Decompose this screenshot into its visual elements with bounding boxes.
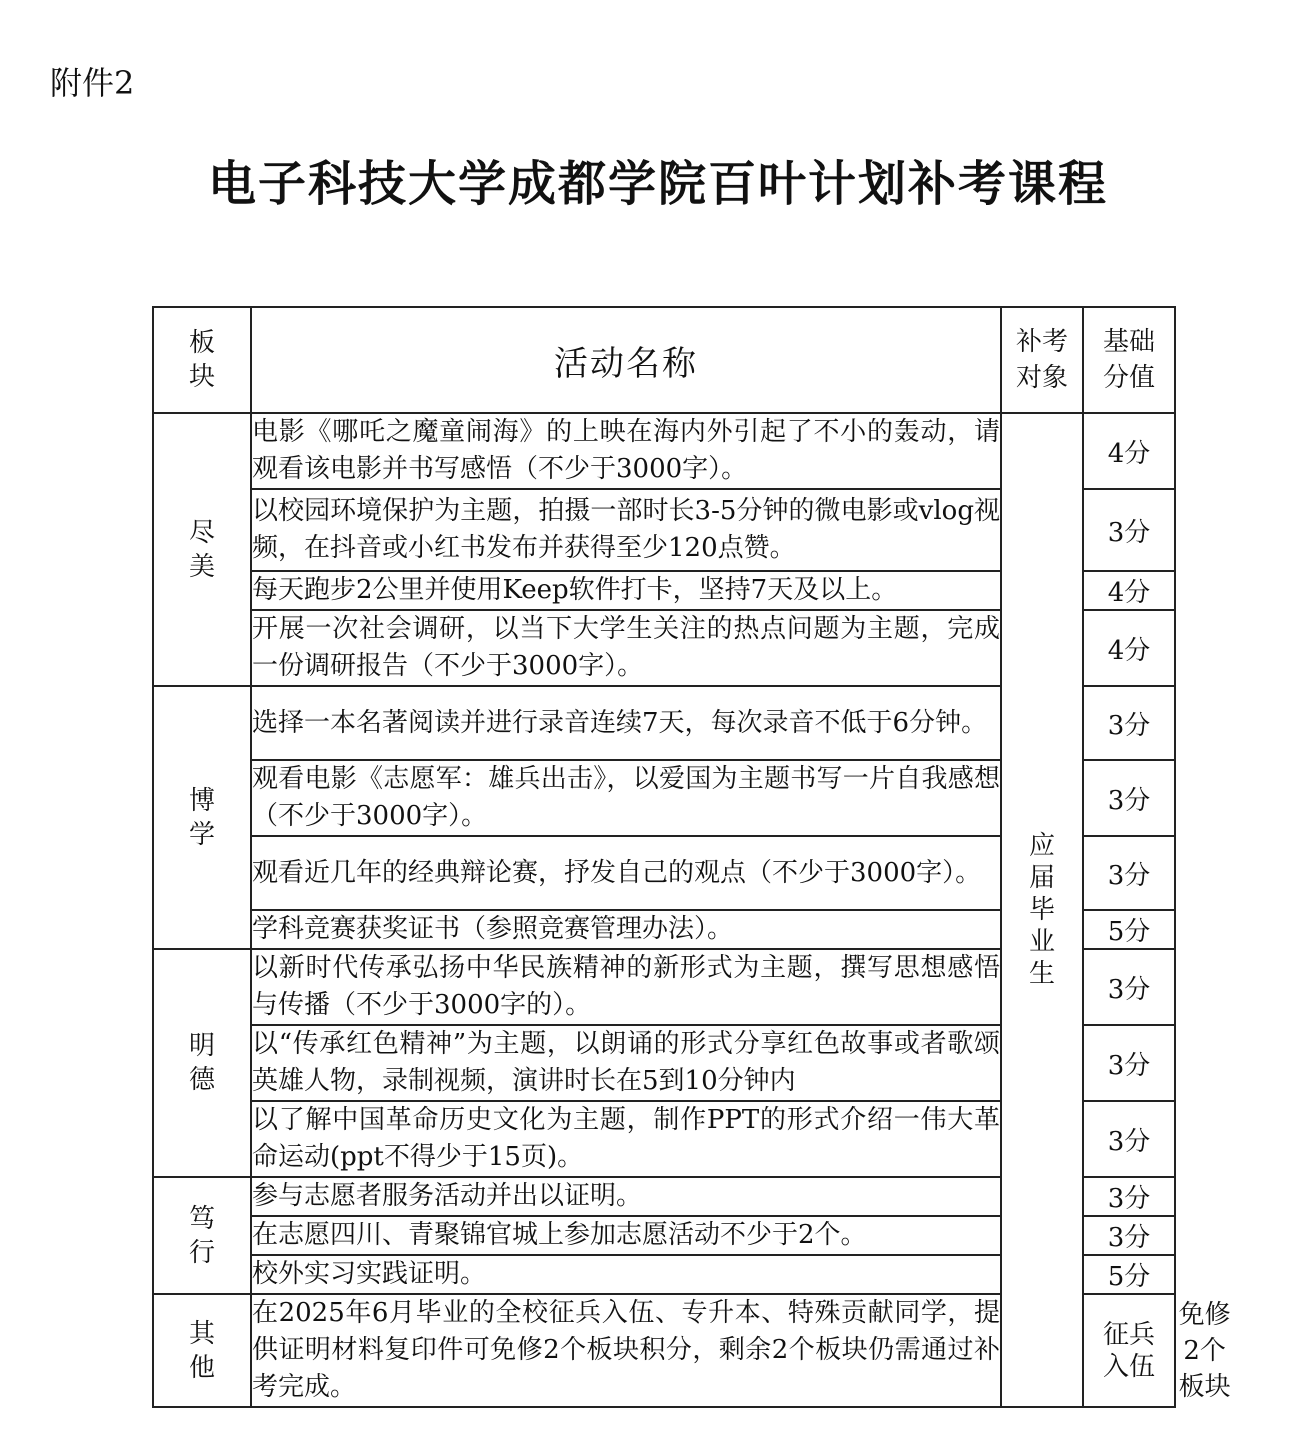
score-cell: 3分 [1083,1216,1175,1255]
header-activity: 活动名称 [251,307,1001,413]
activity-cell: 以了解中国革命历史文化为主题，制作PPT的形式介绍一伟大革命运动(ppt不得少于15页)。 [251,1101,1001,1177]
block-cell-duxing: 笃行 [153,1177,251,1294]
score-cell: 4分 [1083,413,1175,489]
activity-cell: 校外实习实践证明。 [251,1255,1001,1294]
header-target: 补考对象 [1001,307,1083,413]
score-cell: 3分 [1083,1101,1175,1177]
score-cell: 3分 [1083,760,1175,836]
score-cell: 4分 [1083,610,1175,686]
activity-cell: 每天跑步2公里并使用Keep软件打卡，坚持7天及以上。 [251,571,1001,610]
score-cell: 5分 [1083,910,1175,949]
score-cell: 3分 [1083,1025,1175,1101]
score-cell: 3分 [1083,1177,1175,1216]
activity-cell: 在志愿四川、青聚锦官城上参加志愿活动不少于2个。 [251,1216,1001,1255]
activity-cell: 开展一次社会调研，以当下大学生关注的热点问题为主题，完成一份调研报告（不少于3000字）。 [251,610,1001,686]
block-cell-jinmei: 尽美 [153,413,251,686]
activity-cell: 选择一本名著阅读并进行录音连续7天，每次录音不低于6分钟。 [251,686,1001,760]
score-cell: 5分 [1083,1255,1175,1294]
annex-label: 附件2 [50,64,135,102]
block-cell-other: 其他 [153,1294,251,1407]
makeup-course-table [152,306,1231,1408]
target-cell-enlistment: 征兵入伍 [1083,1294,1175,1407]
activity-cell: 观看近几年的经典辩论赛，抒发自己的观点（不少于3000字）。 [251,836,1001,910]
activity-cell: 在2025年6月毕业的全校征兵入伍、专升本、特殊贡献同学，提供证明材料复印件可免修2个板块积分，剩余2个板块仍需通过补考完成。 [251,1294,1001,1407]
activity-cell: 电影《哪吒之魔童闹海》的上映在海内外引起了不小的轰动，请观看该电影并书写感悟（不少于3000字）。 [251,413,1001,489]
activity-cell: 学科竞赛获奖证书（参照竞赛管理办法）。 [251,910,1001,949]
score-cell: 4分 [1083,571,1175,610]
table-row-other: 其他 在2025年6月毕业的全校征兵入伍、专升本、特殊贡献同学，提供证明材料复印件可免修2个板块积分，剩余2个板块仍需通过补考完成。 征兵入伍 免修2个板块 [153,1294,1175,1407]
activity-cell: 以新时代传承弘扬中华民族精神的新形式为主题，撰写思想感悟与传播（不少于3000字的）。 [251,949,1001,1025]
activity-cell: 参与志愿者服务活动并出以证明。 [251,1177,1001,1216]
activity-cell: 以“传承红色精神”为主题，以朗诵的形式分享红色故事或者歌颂英雄人物，录制视频，演讲时长在5到10分钟内 [251,1025,1001,1101]
page-title: 电子科技大学成都学院百叶计划补考课程 [207,156,1108,212]
score-cell: 3分 [1083,949,1175,1025]
score-cell: 3分 [1083,836,1175,910]
score-cell: 3分 [1083,686,1175,760]
activity-cell: 以校园环境保护为主题，拍摄一部时长3-5分钟的微电影或vlog视频，在抖音或小红书发布并获得至少120点赞。 [251,489,1001,571]
activity-cell: 观看电影《志愿军：雄兵出击》，以爱国为主题书写一片自我感想（不少于3000字）。 [251,760,1001,836]
block-cell-mingde: 明德 [153,949,251,1177]
table-row [153,413,1175,489]
header-score: 基础分值 [1083,307,1175,413]
block-cell-boxue: 博学 [153,686,251,949]
table-header-row [153,307,1175,413]
header-block: 板块 [153,307,251,413]
target-cell-graduates: 应届毕业生 [1001,413,1083,1407]
score-cell: 3分 [1083,489,1175,571]
